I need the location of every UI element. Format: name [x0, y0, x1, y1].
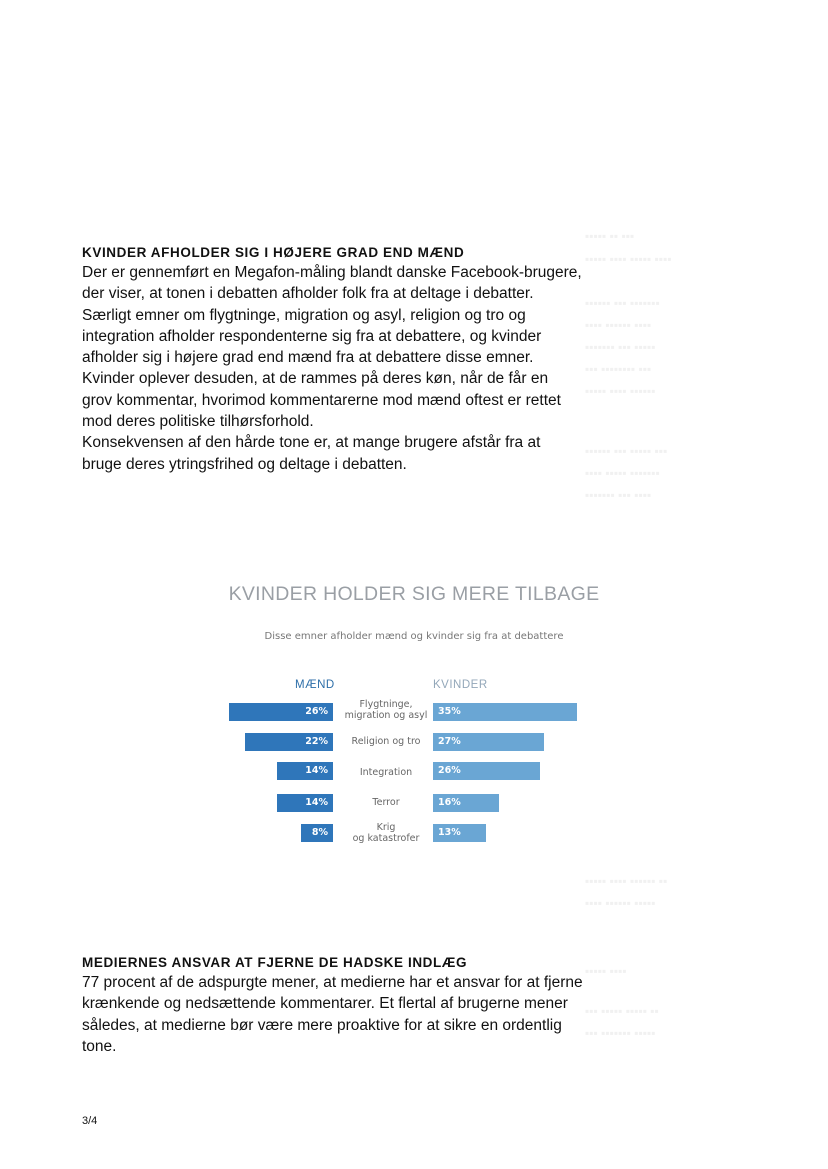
chart-title: KVINDER HOLDER SIG MERE TILBAGE — [228, 582, 600, 605]
category-label-line: Terror — [372, 797, 400, 808]
legend-women: KVINDER — [433, 679, 488, 691]
category-label-line: Integration — [359, 767, 413, 778]
bar-women-4: 16% — [433, 794, 499, 812]
category-label-5 — [340, 822, 432, 844]
chart-subtitle: Disse emner afholder mænd og kvinder sig fra at debattere — [264, 631, 564, 642]
category-label-line: Religion og tro — [351, 736, 421, 747]
bar-men-4: 14% — [277, 794, 333, 812]
body-paragraph: 77 procent af de adspurgte mener, at medierne har et ansvar for at fjerne krænkende og nedsættende kommentarer. Et flertal af brugerne mener således, at medierne bør være mere proaktive for at sikre en ordentlig tone. — [82, 974, 583, 1055]
body-paragraph: Konsekvensen af den hårde tone er, at mange brugere afstår fra at bruge deres ytringsfrihed og deltage i debatten. — [82, 434, 541, 473]
bar-women-5: 13% — [433, 824, 486, 842]
category-label-line: Flygtninge, — [359, 699, 413, 710]
bar-men-2: 22% — [245, 733, 333, 751]
category-label-2 — [340, 736, 432, 747]
section-heading: KVINDER AFHOLDER SIG I HØJERE GRAD END MÆND — [82, 245, 465, 260]
bar-women-3: 26% — [433, 762, 540, 780]
category-label-line: Krig — [376, 822, 396, 833]
section-women-abstain — [82, 245, 582, 475]
section-media-responsibility — [82, 955, 592, 1057]
section-body — [82, 262, 582, 475]
bar-women-1: 35% — [433, 703, 577, 721]
category-label-1 — [340, 699, 432, 721]
category-label-line: og katastrofer — [352, 833, 420, 844]
category-label-4 — [340, 797, 432, 808]
bar-men-3: 14% — [277, 762, 333, 780]
section-heading: MEDIERNES ANSVAR AT FJERNE DE HADSKE INDLÆG — [82, 955, 468, 970]
section-body — [82, 972, 592, 1057]
bar-women-2: 27% — [433, 733, 544, 751]
legend-men: MÆND — [295, 679, 335, 691]
bar-men-1: 26% — [229, 703, 333, 721]
category-label-line: migration og asyl — [344, 710, 428, 721]
body-paragraph: Der er gennemført en Megafon-måling blandt danske Facebook-brugere, der viser, at tonen i debatten afholder folk fra at deltage i debatter. Særligt emner om flygtninge, migration og asyl, religion og tro og integration afholder respondenterne sig fra at debattere, og kvinder afholder sig i højere grad end mænd fra at debattere disse emner. Kvinder oplever desuden, at de rammes på deres køn, når de får en grov kommentar, hvorimod kommentarerne mod mænd oftest er rettet mod deres politiske tilhørsforhold. — [82, 264, 582, 431]
category-label-3 — [340, 767, 432, 778]
bar-men-5: 8% — [301, 824, 333, 842]
page-number: 3/4 — [82, 1115, 98, 1127]
